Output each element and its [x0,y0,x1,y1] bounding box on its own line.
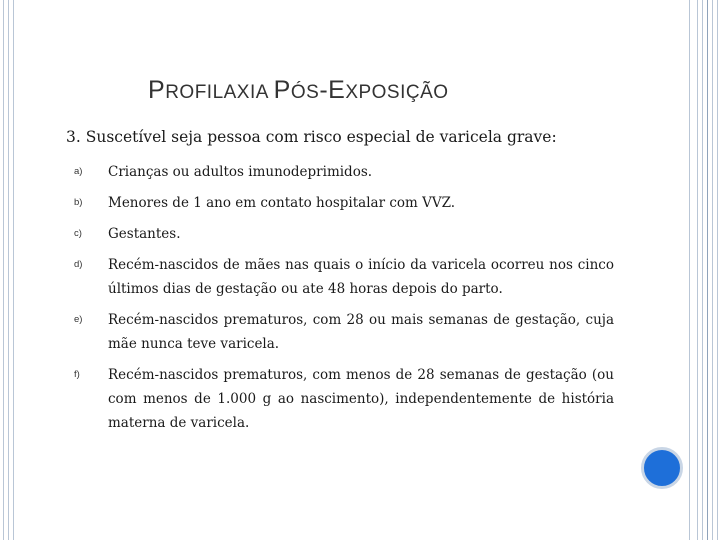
list-item-marker: a) [74,166,83,177]
frame-line [13,0,14,540]
title-part: XPOSIÇÃO [345,82,449,103]
title-part: ÓS [290,82,320,103]
list-item-marker: f) [74,369,80,380]
list-item [74,191,614,215]
list-item-text: Recém-nascidos prematuros, com menos de 28 semanas de gestação (ou com menos de 1.000 g ao nascimento), independentemente de história materna de varicela. [108,367,614,431]
frame-line [717,0,718,540]
list-item [74,308,614,356]
left-frame-decoration [0,0,20,540]
list-item-marker: b) [74,197,83,208]
list-item-text: Crianças ou adultos imunodeprimidos. [108,164,373,180]
list-item [74,253,614,301]
decorative-circle-icon [641,447,683,489]
slide-title [148,76,449,105]
list-item-text: Recém-nascidos prematuros, com 28 ou mais semanas de gestação, cuja mãe nunca teve varicela. [108,312,614,352]
list-item [74,363,614,435]
title-part: -E [319,76,346,104]
title-part: P [148,76,166,104]
frame-line [707,0,708,540]
list-item-text: Menores de 1 ano em contato hospitalar com VVZ. [108,195,456,211]
right-frame-decoration [680,0,720,540]
risk-list [74,160,614,442]
frame-line [3,0,4,540]
list-item-text: Recém-nascidos de mães nas quais o início da varicela ocorreu nos cinco últimos dias de gestação ou ate 48 horas depois do parto. [108,257,614,297]
frame-line [712,0,713,540]
list-item-marker: e) [74,314,83,325]
list-item [74,222,614,246]
list-item-marker: c) [74,228,82,239]
lead-paragraph: 3. Suscetível seja pessoa com risco especial de varicela grave: [66,128,557,146]
list-item-marker: d) [74,259,83,270]
frame-line [8,0,9,540]
title-part: P [273,76,291,104]
frame-line [689,0,690,540]
list-item-text: Gestantes. [108,226,181,242]
frame-line [702,0,703,540]
list-item [74,160,614,184]
frame-line [697,0,698,540]
title-part: ROFILAXIA [165,82,274,103]
